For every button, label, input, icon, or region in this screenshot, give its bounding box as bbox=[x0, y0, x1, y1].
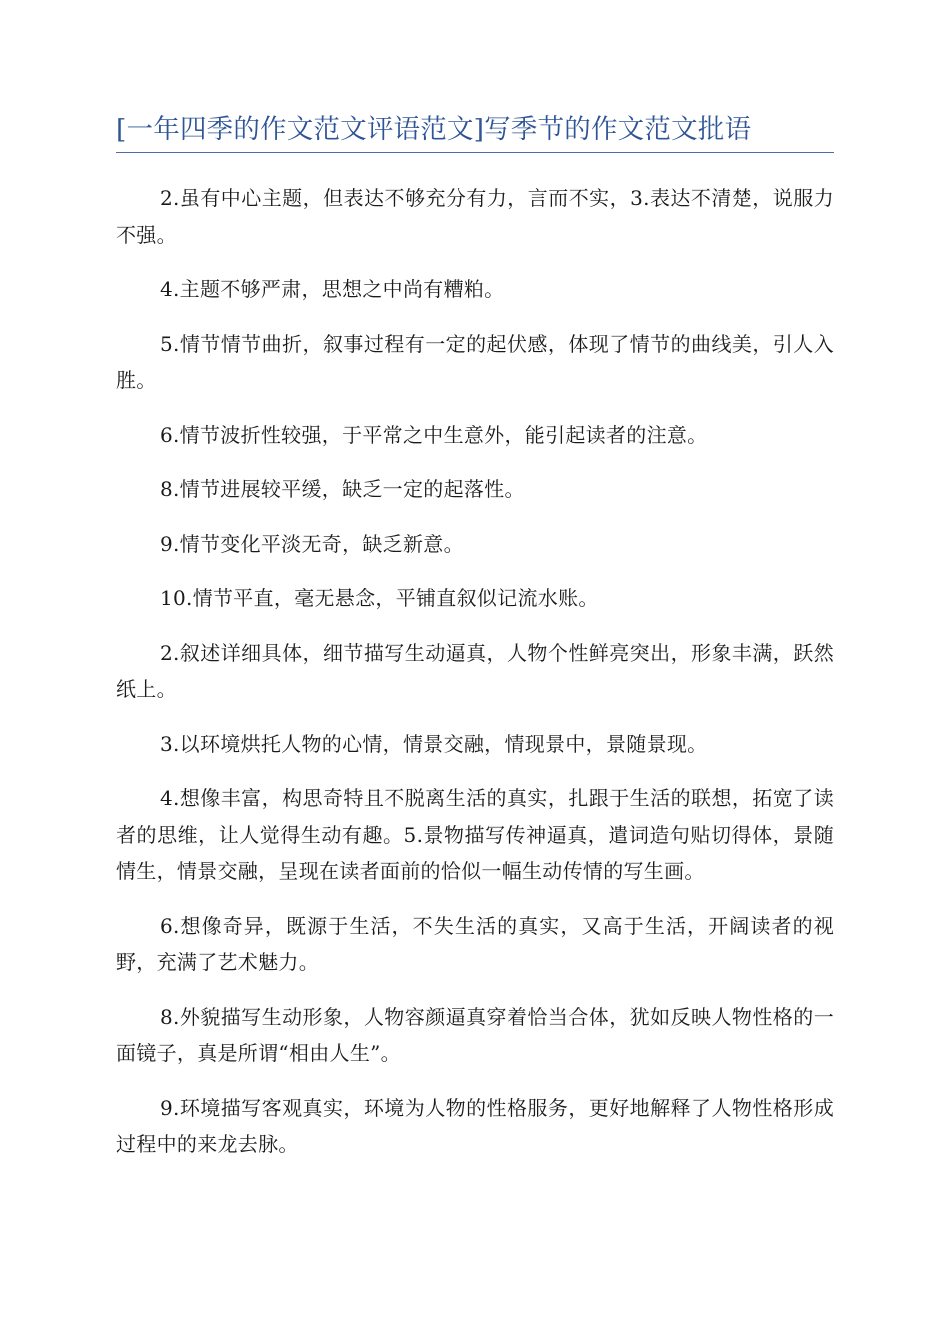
paragraph: 8.外貌描写生动形象，人物容颜逼真穿着恰当合体，犹如反映人物性格的一面镜子，真是所谓“相由人生”。 bbox=[116, 1004, 834, 1065]
paragraph: 4.想像丰富，构思奇特且不脱离生活的真实，扎跟于生活的联想，拓宽了读者的思维，让人觉得生动有趣。5.景物描写传神逼真，遣词造句贴切得体，景随情生，情景交融，呈现在读者面前的恰似一幅生动传情的写生画。 bbox=[116, 786, 834, 883]
paragraph: 8.情节进展较平缓，缺乏一定的起落性。 bbox=[160, 477, 525, 501]
paragraph: 6.情节波折性较强，于平常之中生意外，能引起读者的注意。 bbox=[160, 422, 708, 447]
paragraph: 5.情节情节曲折，叙事过程有一定的起伏感，体现了情节的曲线美，引人入胜。 bbox=[116, 331, 834, 392]
title-block bbox=[116, 112, 834, 153]
paragraph: 9.情节变化平淡无奇，缺乏新意。 bbox=[160, 531, 464, 556]
paragraph: 3.以环境烘托人物的心情，情景交融，情现景中，景随景现。 bbox=[160, 731, 708, 756]
document-title: [一年四季的作文范文评语范文]写季节的作文范文批语 bbox=[116, 114, 752, 145]
paragraph: 2.叙述详细具体，细节描写生动逼真，人物个性鲜亮突出，形象丰满，跃然纸上。 bbox=[116, 640, 834, 701]
paragraph: 2.虽有中心主题，但表达不够充分有力，言而不实，3.表达不清楚，说服力不强。 bbox=[116, 186, 834, 247]
paragraph: 6.想像奇异，既源于生活，不失生活的真实，又高于生活，开阔读者的视野，充满了艺术魅力。 bbox=[116, 913, 834, 974]
paragraph: 10.情节平直，毫无悬念，平铺直叙似记流水账。 bbox=[160, 586, 599, 610]
paragraph: 4.主题不够严肃，思想之中尚有糟粕。 bbox=[160, 277, 505, 301]
paragraph: 9.环境描写客观真实，环境为人物的性格服务，更好地解释了人物性格形成过程中的来龙去脉。 bbox=[116, 1095, 834, 1156]
document-body bbox=[116, 180, 834, 1181]
